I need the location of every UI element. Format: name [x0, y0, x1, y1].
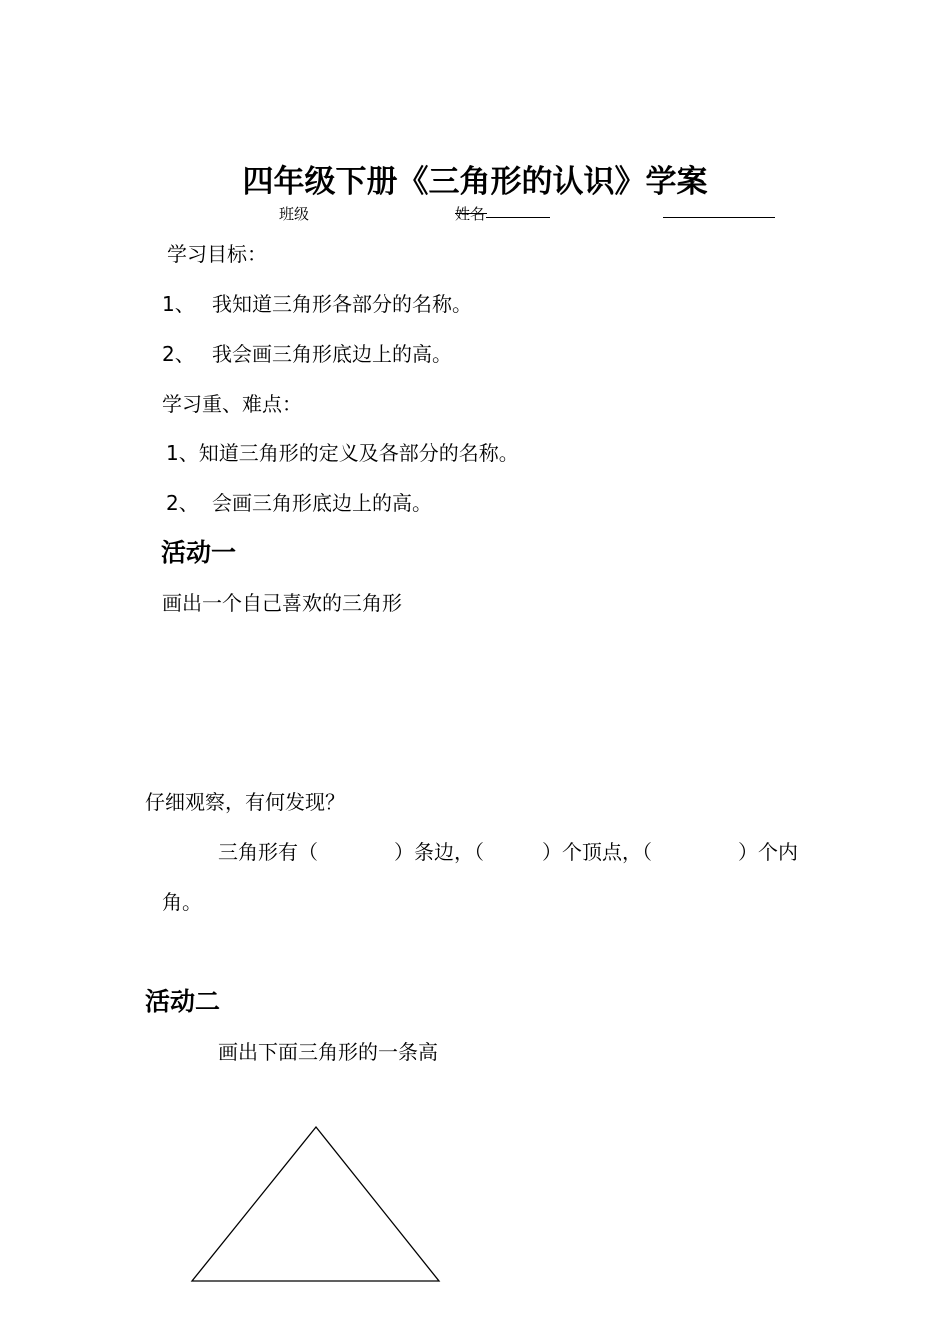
key-point-1: 1、知道三角形的定义及各部分的名称。 — [166, 441, 519, 465]
triangle-shape[interactable] — [192, 1127, 439, 1281]
fill-part-2: ）条边，（ — [394, 840, 484, 864]
goals-heading: 学习目标： — [167, 242, 267, 266]
observe-prompt: 仔细观察，有何发现？ — [145, 790, 345, 814]
class-label: 班级 — [279, 205, 310, 223]
goal-1-text: 我知道三角形各部分的名称。 — [212, 292, 472, 316]
goal-1-number: 1、 — [162, 292, 195, 316]
fill-part-1: 三角形有（ — [218, 840, 318, 864]
fill-part-3: ）个顶点，（ — [542, 840, 652, 864]
key-point-2-number: 2、 — [166, 491, 199, 515]
fill-part-4: ）个内 — [738, 840, 798, 864]
key-point-2-text: 会画三角形底边上的高。 — [212, 491, 432, 515]
key-points-heading: 学习重、难点： — [162, 392, 302, 416]
page-title: 四年级下册《三角形的认识》学案 — [242, 164, 708, 200]
goal-2-number: 2、 — [162, 342, 195, 366]
activity-2-heading: 活动二 — [145, 987, 221, 1016]
fill-continuation: 角。 — [162, 890, 202, 914]
goal-2-text: 我会画三角形底边上的高。 — [212, 342, 452, 366]
activity-2-instruction: 画出下面三角形的一条高 — [218, 1040, 438, 1064]
activity-1-instruction: 画出一个自己喜欢的三角形 — [162, 591, 402, 615]
activity-1-heading: 活动一 — [161, 538, 237, 567]
name-label: 姓名 — [455, 205, 486, 223]
